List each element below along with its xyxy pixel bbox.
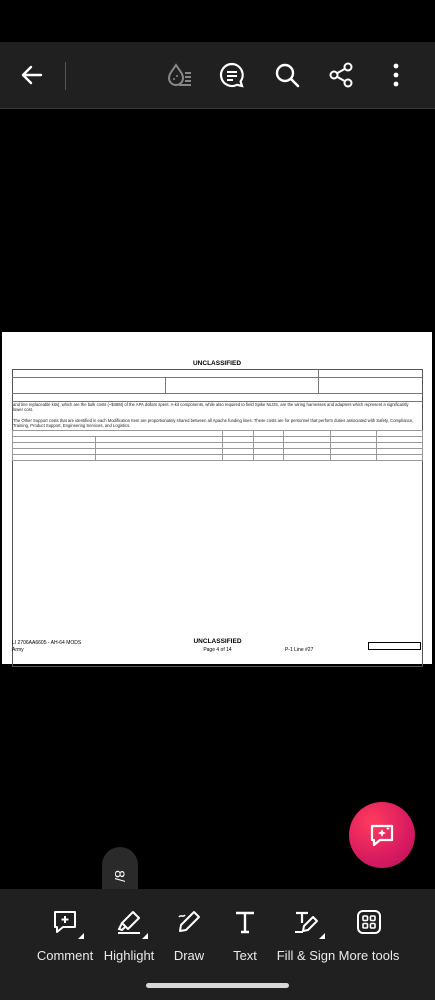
id-code-cell: ID Code (A=Service Ready, B=Not Service Ready):: [14, 395, 100, 401]
table-row: Total Obligation Authority 141.402 93.826 129.236 - 129.236: [13, 443, 423, 449]
footer-page-number: Page 4 of 14: [203, 647, 232, 653]
search-icon[interactable]: [269, 57, 305, 93]
modification-cell: Modification Number / Title: AA6606 / AH-64 APACHE MODS: [321, 379, 395, 391]
table-row: Total: Quantity - - - - -: [13, 449, 423, 455]
page-classification-header: UNCLASSIFIED: [192, 360, 242, 367]
status-bar: [0, 0, 435, 42]
table-header: FY 2025: [253, 431, 283, 437]
ai-assistant-button[interactable]: [349, 802, 415, 868]
exhibit-frame: [12, 369, 423, 667]
table-header: Secondary Distribution: [13, 431, 223, 437]
appropriation-cell: Appropriation / Budget Activity / Budget Sub Activity: 2031A / 02 / 10: [14, 379, 141, 391]
footer-volume: Volume 1 - 57: [368, 642, 421, 650]
exhibit-label: Exhibit P-3a, Individual Modification: PB 2026 Army: [14, 370, 135, 376]
text-tool-icon: [230, 907, 260, 937]
line-item-cell: P-1 Line Item Number / Title: 2706AA6605 / AH-64 MODS: [168, 379, 236, 391]
highlight-tool-button[interactable]: Highlight: [103, 907, 155, 967]
toolbar-divider: [65, 62, 66, 90]
liquid-mode-icon[interactable]: [161, 57, 197, 93]
table-header: FY 2026 Base: [284, 431, 331, 437]
mdap-cell: MDAP/MAIS Code:: [236, 395, 281, 401]
footer-classification: UNCLASSIFIED: [193, 638, 242, 645]
text-tool-button[interactable]: Text: [230, 907, 260, 967]
more-tools-grid-icon: [354, 907, 384, 937]
home-indicator[interactable]: [146, 983, 289, 988]
share-icon[interactable]: [323, 57, 359, 93]
table-row: Army Quantity - - - - -: [13, 437, 423, 443]
footer-line-item: LI 2706AA6605 - AH-64 MODS: [12, 640, 82, 646]
table-row: Secondary Distribution Total Obligation Authority 141.402 93.826 129.236 - 129.236: [13, 455, 423, 461]
draw-tool-button[interactable]: Draw: [170, 907, 208, 967]
fill-sign-icon: [291, 907, 321, 937]
draw-pencil-icon: [174, 907, 204, 937]
description-paragraph-2: The Other Support costs that are identified in each Modification Item are proportionately shared between all Apache funding lines. These costs are for personnel that perform duties associated with Safety, Compliance, Training, Product Support, Engineering Services, and Logistics.: [13, 418, 414, 428]
footer-service: Army: [12, 647, 24, 653]
table-header: FY 2026 Total: [376, 431, 422, 437]
footer-p1-line: P-1 Line #27: [285, 647, 314, 653]
highlighter-icon: [114, 907, 144, 937]
table-header: FY 2026 OOC: [330, 431, 376, 437]
ai-assistant-icon: [367, 820, 397, 850]
more-tools-button[interactable]: More tools: [340, 907, 398, 967]
more-vertical-icon[interactable]: [378, 57, 414, 93]
secondary-distribution-table: [12, 430, 423, 461]
comment-add-icon: [50, 907, 80, 937]
comment-tool-button[interactable]: Comment: [37, 907, 93, 967]
description-paragraph-1: and line replaceable kits), which are the bulk costs (~$48M) of the APA dollars spent. A-kit components, while also required to field Spike NLOS, are the wiring harnesses and adapters which represent a significantly lower cost.: [13, 402, 409, 412]
id-code-row: [12, 394, 423, 402]
back-arrow-icon[interactable]: [14, 57, 50, 93]
comment-list-icon[interactable]: [214, 57, 250, 93]
fill-sign-tool-button[interactable]: Fill & Sign: [279, 907, 333, 967]
appropriation-row: [12, 378, 423, 394]
page-number-indicator[interactable]: 8/: [102, 847, 138, 905]
top-toolbar: [0, 42, 435, 109]
table-header: FY 2024: [223, 431, 253, 437]
date-cell: Date: June 2025: [321, 370, 359, 376]
exhibit-row: [12, 369, 423, 378]
